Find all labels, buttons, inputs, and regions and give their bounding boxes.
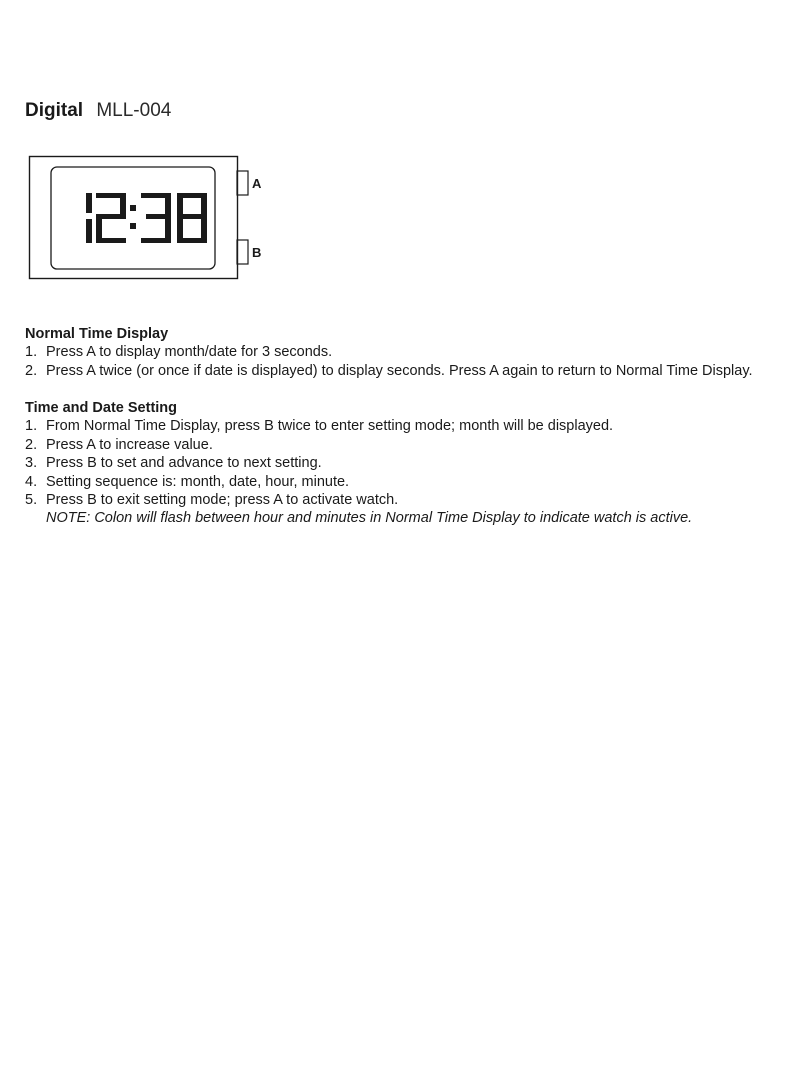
- step-item: [25, 454, 800, 472]
- step-number: 4.: [25, 473, 38, 490]
- section-heading: Time and Date Setting: [25, 400, 178, 416]
- step-item: [25, 417, 800, 435]
- section-heading: Normal Time Display: [25, 326, 169, 342]
- step-list: [25, 343, 800, 380]
- lcd-colon: [130, 205, 136, 229]
- step-number: 5.: [25, 492, 38, 509]
- step-text: Press A twice (or once if date is displayed) to display seconds. Press A again to return to Normal Time Display.: [46, 362, 753, 379]
- button-b-label: B: [252, 245, 262, 260]
- step-text: Press B to exit setting mode; press A to activate watch.: [46, 492, 399, 509]
- button-a: [237, 171, 248, 195]
- button-a-label: A: [252, 176, 262, 191]
- step-item: [25, 473, 800, 491]
- button-b: [237, 240, 248, 264]
- step-number: 1.: [25, 344, 38, 361]
- step-number: 2.: [25, 362, 38, 379]
- model-number: MLL-004: [96, 100, 172, 121]
- step-item: [25, 343, 800, 361]
- step-text: Press A to display month/date for 3 seconds.: [46, 344, 333, 361]
- step-item: [25, 362, 800, 380]
- watch-diagram: [26, 153, 276, 283]
- step-item: [25, 491, 800, 509]
- step-number: 2.: [25, 436, 38, 453]
- note-text: NOTE: Colon will flash between hour and minutes in Normal Time Display to indicate watch is active.: [46, 510, 693, 527]
- lcd-digit-2: [96, 193, 126, 243]
- step-text: Press A to increase value.: [46, 436, 213, 453]
- page-title: [25, 100, 171, 122]
- lcd-digit-3: [141, 193, 171, 243]
- brand-label: Digital: [25, 100, 84, 121]
- step-item: [25, 436, 800, 454]
- section-time-and-date-setting: [25, 399, 800, 528]
- lcd-digit-1: [86, 193, 92, 243]
- step-number: 1.: [25, 418, 38, 435]
- step-text: Press B to set and advance to next setting.: [46, 455, 322, 472]
- step-text: From Normal Time Display, press B twice to enter setting mode; month will be displayed.: [46, 418, 614, 435]
- step-number: 3.: [25, 455, 38, 472]
- section-normal-time-display: [25, 325, 800, 380]
- step-text: Setting sequence is: month, date, hour, minute.: [46, 473, 350, 490]
- step-list: [25, 417, 800, 509]
- lcd-time-display: [86, 193, 207, 243]
- lcd-digit-8: [177, 193, 207, 243]
